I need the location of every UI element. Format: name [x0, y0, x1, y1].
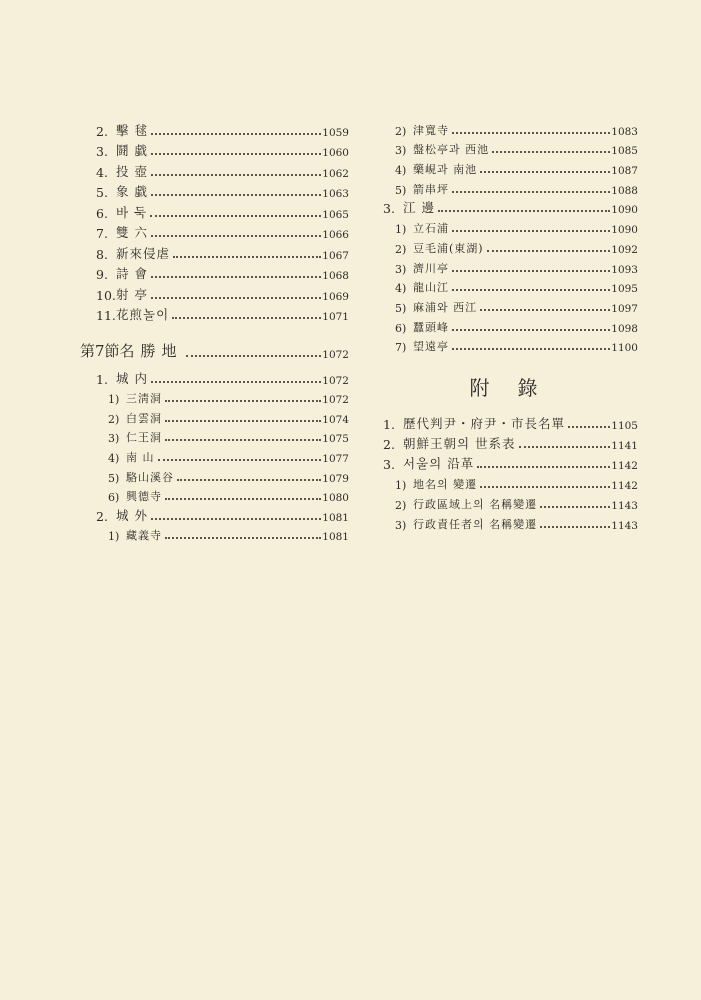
entry-page: 1085: [611, 145, 638, 158]
entry-title: 駱山溪谷: [126, 470, 174, 484]
entry-number: 11.: [96, 308, 116, 323]
entry-page: 1142: [611, 480, 638, 493]
entry-page: 1068: [322, 270, 349, 282]
entry-number: 3.: [383, 201, 395, 217]
entry-title: 濟川亭: [413, 261, 449, 275]
toc-entry: [96, 504, 349, 524]
entry-page: 1081: [322, 531, 349, 544]
entry-number: 7.: [96, 226, 108, 241]
entry-title: 江 邊: [403, 200, 435, 216]
leader-dots: [452, 289, 610, 291]
toc-entry: [96, 282, 349, 303]
entry-title: 擊 毬: [116, 122, 148, 138]
toc-chapter-entry: [80, 331, 349, 361]
entry-title: 南 山: [126, 450, 155, 464]
entry-title: 三淸洞: [126, 392, 162, 406]
toc-entry: [96, 445, 349, 465]
leader-dots: [487, 250, 611, 252]
entry-page: 1097: [611, 302, 638, 315]
entry-page: 1077: [322, 452, 349, 465]
leader-dots: [452, 230, 610, 232]
entry-number: 4): [108, 451, 120, 465]
leader-dots: [151, 174, 321, 176]
leader-dots: [519, 446, 611, 448]
entry-page: 1062: [322, 167, 349, 180]
entry-title: 津寬寺: [413, 123, 449, 137]
entry-title: 鬪 戱: [116, 143, 148, 158]
toc-entry: [383, 432, 638, 452]
entry-page: 1098: [611, 322, 638, 335]
entry-title: 藥峴과 南池: [413, 163, 478, 177]
entry-page: 1066: [322, 229, 349, 241]
leader-dots: [151, 235, 321, 237]
entry-number: 6): [395, 321, 407, 335]
toc-entry: [96, 367, 349, 387]
entry-page: 1059: [322, 126, 349, 139]
entry-number: 3): [395, 262, 407, 276]
toc-entry: [96, 303, 349, 324]
leader-dots: [186, 355, 322, 357]
entry-number: 4.: [96, 164, 108, 180]
entry-number: 1): [108, 393, 120, 407]
entry-page: 1093: [611, 263, 638, 276]
entry-page: 1142: [611, 460, 638, 473]
toc-entry: [96, 262, 349, 283]
entry-page: 1100: [611, 342, 638, 355]
appendix-list: [383, 412, 638, 532]
entry-title: 行政責任者의 名稱變遷: [413, 518, 538, 532]
leader-dots: [151, 518, 321, 520]
toc-entry: [96, 387, 349, 407]
entry-number: 1): [395, 479, 407, 493]
toc-entry: [383, 315, 638, 335]
entry-title: 盤松亭과 西池: [413, 143, 490, 157]
entry-title: 詩 會: [116, 266, 148, 281]
toc-entry: [383, 295, 638, 315]
entry-page: 1072: [322, 349, 349, 361]
entry-page: 1083: [611, 125, 638, 138]
entry-page: 1088: [611, 184, 638, 197]
entry-page: 1141: [611, 440, 638, 453]
toc-entry: [96, 200, 349, 221]
toc-entry: [96, 406, 349, 426]
toc-entry: [96, 139, 349, 160]
leader-dots: [165, 439, 321, 441]
toc-entry: [96, 524, 349, 544]
toc-entry: [96, 465, 349, 485]
entry-title: 白雲洞: [126, 411, 162, 425]
leader-dots: [151, 381, 321, 383]
entry-title: 仁王洞: [126, 431, 162, 445]
leader-dots: [480, 486, 610, 488]
entry-number: 2): [395, 499, 407, 513]
entry-title: 歷代判尹・府尹・市長名單: [403, 416, 566, 432]
entry-page: 1143: [611, 520, 638, 533]
entry-number: 2): [108, 412, 120, 426]
leader-dots: [452, 132, 610, 134]
entry-number: 1): [395, 223, 407, 237]
leader-dots: [477, 466, 610, 468]
entry-number: 1.: [383, 417, 395, 433]
entry-page: 1075: [322, 433, 349, 446]
toc-entry: [383, 157, 638, 177]
entry-number: 1.: [96, 371, 108, 387]
entry-number: 2.: [96, 123, 108, 139]
leader-dots: [177, 479, 321, 481]
entry-page: 1069: [322, 290, 349, 303]
entry-number: 第7節: [80, 342, 120, 360]
entry-title: 雙 六: [116, 225, 148, 240]
entry-page: 1072: [322, 374, 349, 387]
toc-entry: [96, 485, 349, 505]
entry-title: 立石浦: [413, 222, 449, 236]
entry-page: 1072: [322, 394, 349, 407]
entry-number: 1): [108, 530, 120, 544]
leader-dots: [438, 210, 610, 212]
toc-entry: [383, 512, 638, 532]
entry-number: 6.: [96, 205, 108, 221]
entry-number: 3): [395, 519, 407, 533]
entry-page: 1063: [322, 188, 349, 200]
entry-page: 1081: [322, 511, 349, 524]
entry-number: 2): [395, 242, 407, 256]
toc-list-continued: [383, 118, 638, 354]
entry-title: 地名의 變遷: [413, 478, 478, 492]
leader-dots: [452, 270, 610, 272]
leader-dots: [492, 151, 610, 153]
toc-entry: [383, 452, 638, 472]
toc-entry: [383, 177, 638, 197]
entry-title: 射 亭: [116, 286, 148, 302]
leader-dots: [540, 506, 610, 508]
entry-number: 6): [108, 491, 120, 505]
leader-dots: [151, 276, 321, 278]
leader-dots: [151, 194, 321, 196]
entry-title: 行政區域上의 名稱變遷: [413, 498, 538, 512]
leader-dots: [150, 215, 321, 217]
entry-number: 2.: [383, 437, 395, 453]
toc-entry: [96, 221, 349, 242]
entry-number: 5.: [96, 185, 108, 200]
appendix-heading: 附錄: [469, 376, 566, 401]
entry-title: 龍山江: [413, 281, 449, 295]
leader-dots: [151, 297, 321, 299]
entry-page: 1105: [611, 420, 638, 433]
leader-dots: [158, 459, 322, 461]
leader-dots: [452, 191, 610, 193]
entry-page: 1065: [322, 208, 349, 221]
toc-entry: [383, 472, 638, 492]
entry-number: 4): [395, 164, 407, 178]
entry-number: 2.: [96, 508, 108, 524]
toc-entry: [96, 426, 349, 446]
entry-title: 新來侵虐: [116, 245, 171, 261]
entry-number: 10.: [96, 287, 116, 303]
entry-title: 投 壺: [116, 163, 148, 179]
leader-dots: [452, 329, 610, 331]
toc-entry: [96, 118, 349, 139]
toc-entry: [383, 276, 638, 296]
entry-number: 2): [395, 124, 407, 138]
leader-dots: [165, 537, 321, 539]
leader-dots: [540, 526, 610, 528]
entry-title: 城 内: [116, 370, 148, 386]
entry-number: 4): [395, 282, 407, 296]
leader-dots: [172, 317, 321, 319]
entry-title: 바 둑: [116, 204, 148, 220]
leader-dots: [568, 426, 610, 428]
entry-title: 豆毛浦(東湖): [413, 241, 484, 255]
entry-page: 1143: [611, 500, 638, 513]
toc-entry: [383, 138, 638, 158]
entry-title: 象 戱: [116, 184, 148, 199]
entry-number: 3.: [96, 144, 108, 159]
leader-dots: [173, 256, 321, 258]
leader-dots: [480, 309, 610, 311]
entry-number: 5): [395, 183, 407, 197]
toc-entry: [383, 118, 638, 138]
entry-title: 箭串坪: [413, 182, 449, 196]
entry-title: 藏義寺: [126, 529, 162, 543]
toc-entry: [383, 335, 638, 355]
entry-page: 1087: [611, 165, 638, 178]
toc-entry: [96, 241, 349, 262]
leader-dots: [165, 420, 321, 422]
entry-page: 1090: [611, 224, 638, 237]
entry-title: 興德寺: [126, 490, 162, 504]
leader-dots: [165, 400, 321, 402]
entry-number: 5): [108, 471, 120, 485]
entry-number: 3.: [383, 457, 395, 473]
entry-page: 1079: [322, 472, 349, 485]
leader-dots: [151, 133, 321, 135]
leader-dots: [151, 153, 321, 155]
toc-entry: [383, 492, 638, 512]
toc-entry: [383, 256, 638, 276]
entry-title: 서울의 沿革: [403, 456, 475, 472]
toc-left-column: [80, 118, 349, 544]
entry-title: 城 外: [116, 507, 148, 523]
entry-number: 5): [395, 301, 407, 315]
entry-number: 9.: [96, 267, 108, 282]
entry-title: 朝鮮王朝의 世系表: [403, 436, 516, 452]
toc-entry: [383, 216, 638, 236]
entry-page: 1090: [611, 204, 638, 217]
toc-entry: [383, 236, 638, 256]
entry-number: 3): [108, 432, 120, 446]
entry-title: 花煎놀이: [116, 307, 170, 322]
entry-page: 1092: [611, 243, 638, 256]
toc-entry: [383, 197, 638, 217]
entry-page: 1080: [322, 492, 349, 505]
entry-title: 名勝地: [119, 342, 183, 360]
toc-entry: [96, 159, 349, 180]
leader-dots: [480, 171, 610, 173]
toc-entry: [96, 180, 349, 201]
toc-right-column: [383, 118, 638, 532]
entry-number: 3): [395, 144, 407, 158]
entry-title: 麻浦와 西江: [413, 300, 478, 314]
entry-page: 1071: [322, 311, 349, 323]
entry-title: 望遠亭: [413, 340, 449, 354]
entry-page: 1067: [322, 249, 349, 262]
entry-number: 8.: [96, 246, 108, 262]
entry-page: 1074: [322, 413, 349, 426]
entry-number: 7): [395, 341, 407, 355]
leader-dots: [452, 348, 610, 350]
leader-dots: [165, 498, 321, 500]
toc-entry: [383, 412, 638, 432]
entry-page: 1060: [322, 147, 349, 159]
entry-title: 蠶頭峰: [413, 320, 449, 334]
entry-page: 1095: [611, 283, 638, 296]
